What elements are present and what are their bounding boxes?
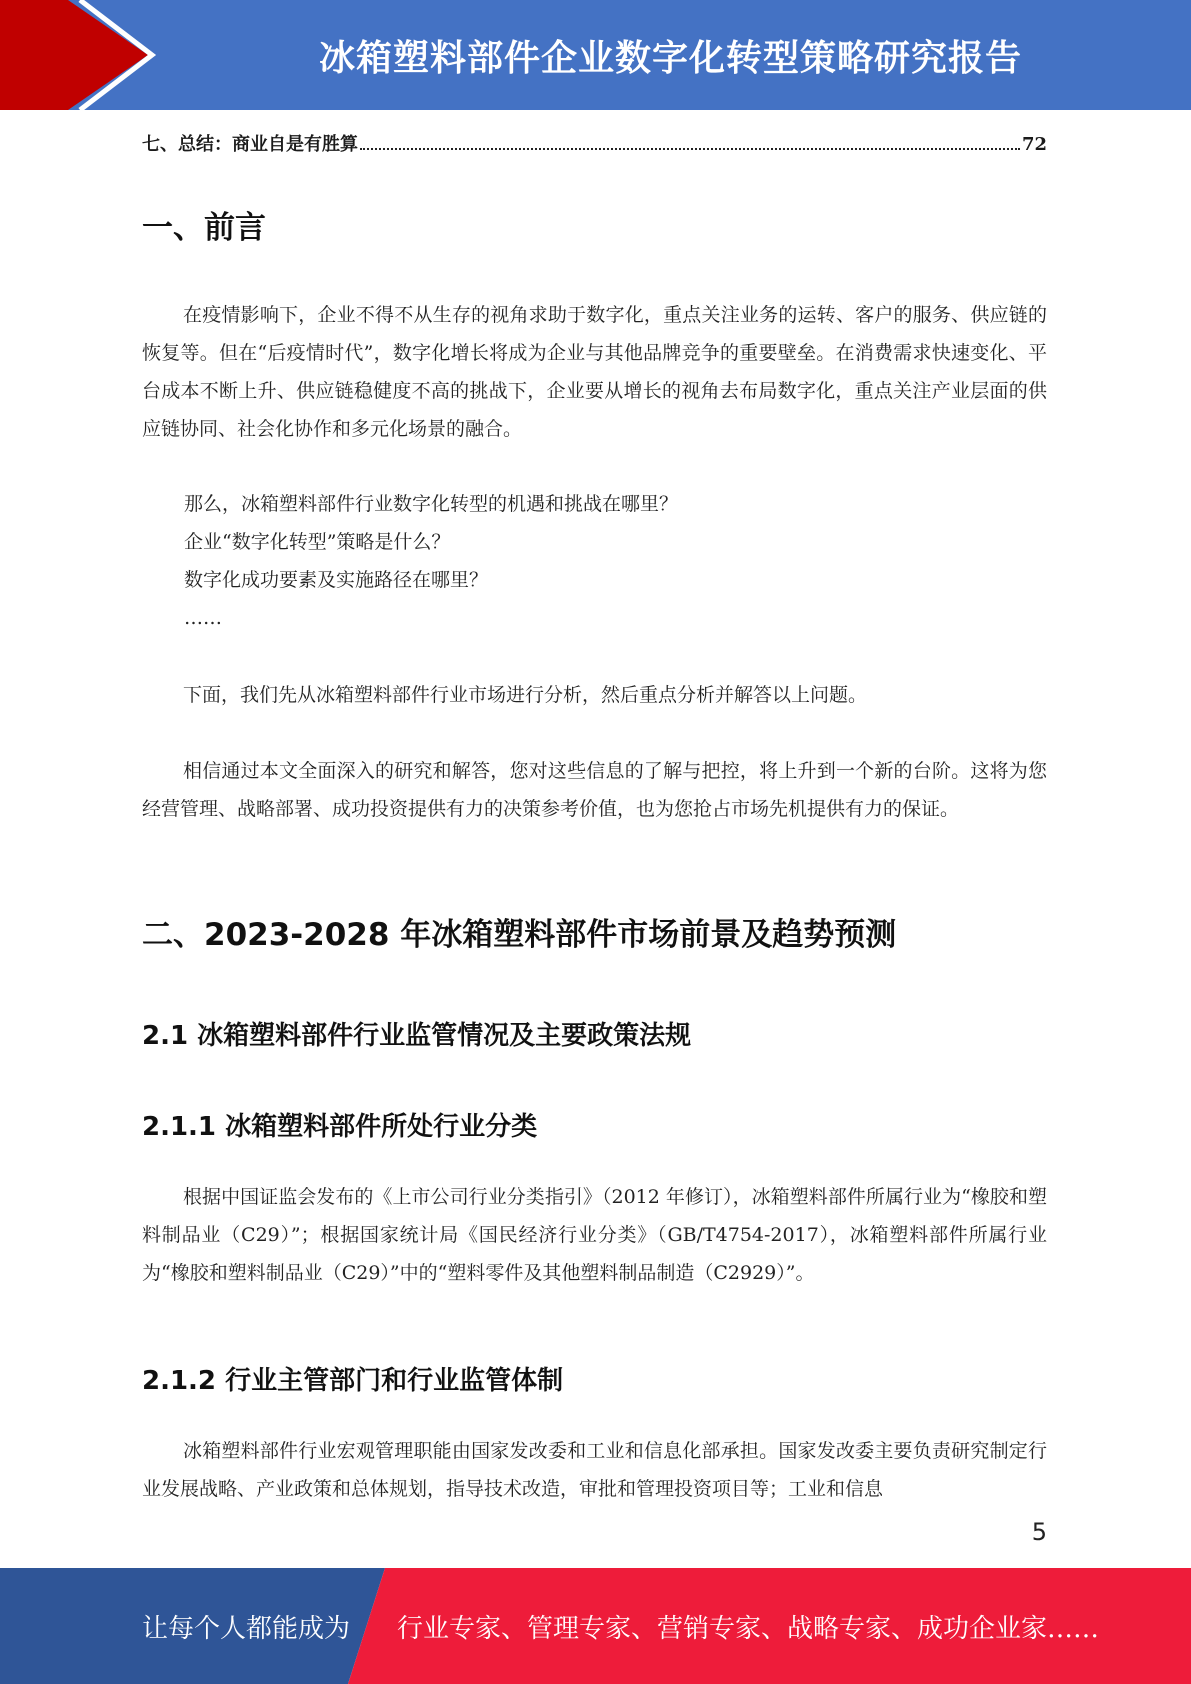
toc-entry[interactable] <box>142 130 1047 160</box>
question-item: …… <box>184 607 222 629</box>
header-red-arrow <box>0 0 148 110</box>
classification-paragraph: 根据中国证监会发布的《上市公司行业分类指引》（2012 年修订），冰箱塑料部件所属行业为“橡胶和塑料制品业（C29）”；根据国家统计局《国民经济行业分类》（GB/T4754-2017），冰箱塑料部件所属行业为“橡胶和塑料制品业（C29）”中的“塑料零件及其他塑料制品制造（C2929）”。 <box>142 1186 1047 1284</box>
subsection-heading-2-1-2: 2.1.2 行业主管部门和行业监管体制 <box>142 1366 564 1396</box>
regulation-paragraph: 冰箱塑料部件行业宏观管理职能由国家发改委和工业和信息化部承担。国家发改委主要负责研究制定行业发展战略、产业政策和总体规划，指导技术改造，审批和管理投资项目等；工业和信息 <box>142 1440 1047 1500</box>
subsection-heading-2-1-1: 2.1.1 冰箱塑料部件所处行业分类 <box>142 1112 538 1142</box>
toc-entry-page: 72 <box>1021 134 1047 155</box>
section-heading-market: 二、2023-2028 年冰箱塑料部件市场前景及趋势预测 <box>142 917 897 953</box>
section-heading-preface: 一、前言 <box>142 210 266 246</box>
preface-paragraph-3: 相信通过本文全面深入的研究和解答，您对这些信息的了解与把控，将上升到一个新的台阶。这将为您经营管理、战略部署、成功投资提供有力的决策参考价值，也为您抢占市场先机提供有力的保证。 <box>142 760 1047 820</box>
question-list <box>184 485 1044 637</box>
footer-slogan-right: 行业专家、管理专家、营销专家、战略专家、成功企业家…… <box>397 1613 1100 1644</box>
question-item: 数字化成功要素及实施路径在哪里？ <box>184 569 489 591</box>
page-header <box>0 0 1191 110</box>
report-title: 冰箱塑料部件企业数字化转型策略研究报告 <box>318 37 1022 79</box>
preface-paragraph-1: 在疫情影响下，企业不得不从生存的视角求助于数字化，重点关注业务的运转、客户的服务、供应链的恢复等。但在“后疫情时代”，数字化增长将成为企业与其他品牌竞争的重要壁垒。在消费需求快速变化、平台成本不断上升、供应链稳健度不高的挑战下，企业要从增长的视角去布局数字化，重点关注产业层面的供应链协同、社会化协作和多元化场景的融合。 <box>142 304 1047 440</box>
question-item: 企业“数字化转型”策略是什么？ <box>184 531 451 553</box>
page-number: 5 <box>1031 1518 1047 1546</box>
question-item: 那么，冰箱塑料部件行业数字化转型的机遇和挑战在哪里？ <box>184 493 679 515</box>
subsection-heading-2-1: 2.1 冰箱塑料部件行业监管情况及主要政策法规 <box>142 1021 692 1051</box>
toc-leader-dots <box>360 148 1020 150</box>
footer-slogan-left: 让每个人都能成为 <box>142 1613 351 1644</box>
preface-paragraph-2: 下面，我们先从冰箱塑料部件行业市场进行分析，然后重点分析并解答以上问题。 <box>183 684 868 706</box>
page-footer <box>0 1568 1191 1684</box>
toc-entry-label: 七、总结：商业自是有胜算 <box>142 134 358 155</box>
